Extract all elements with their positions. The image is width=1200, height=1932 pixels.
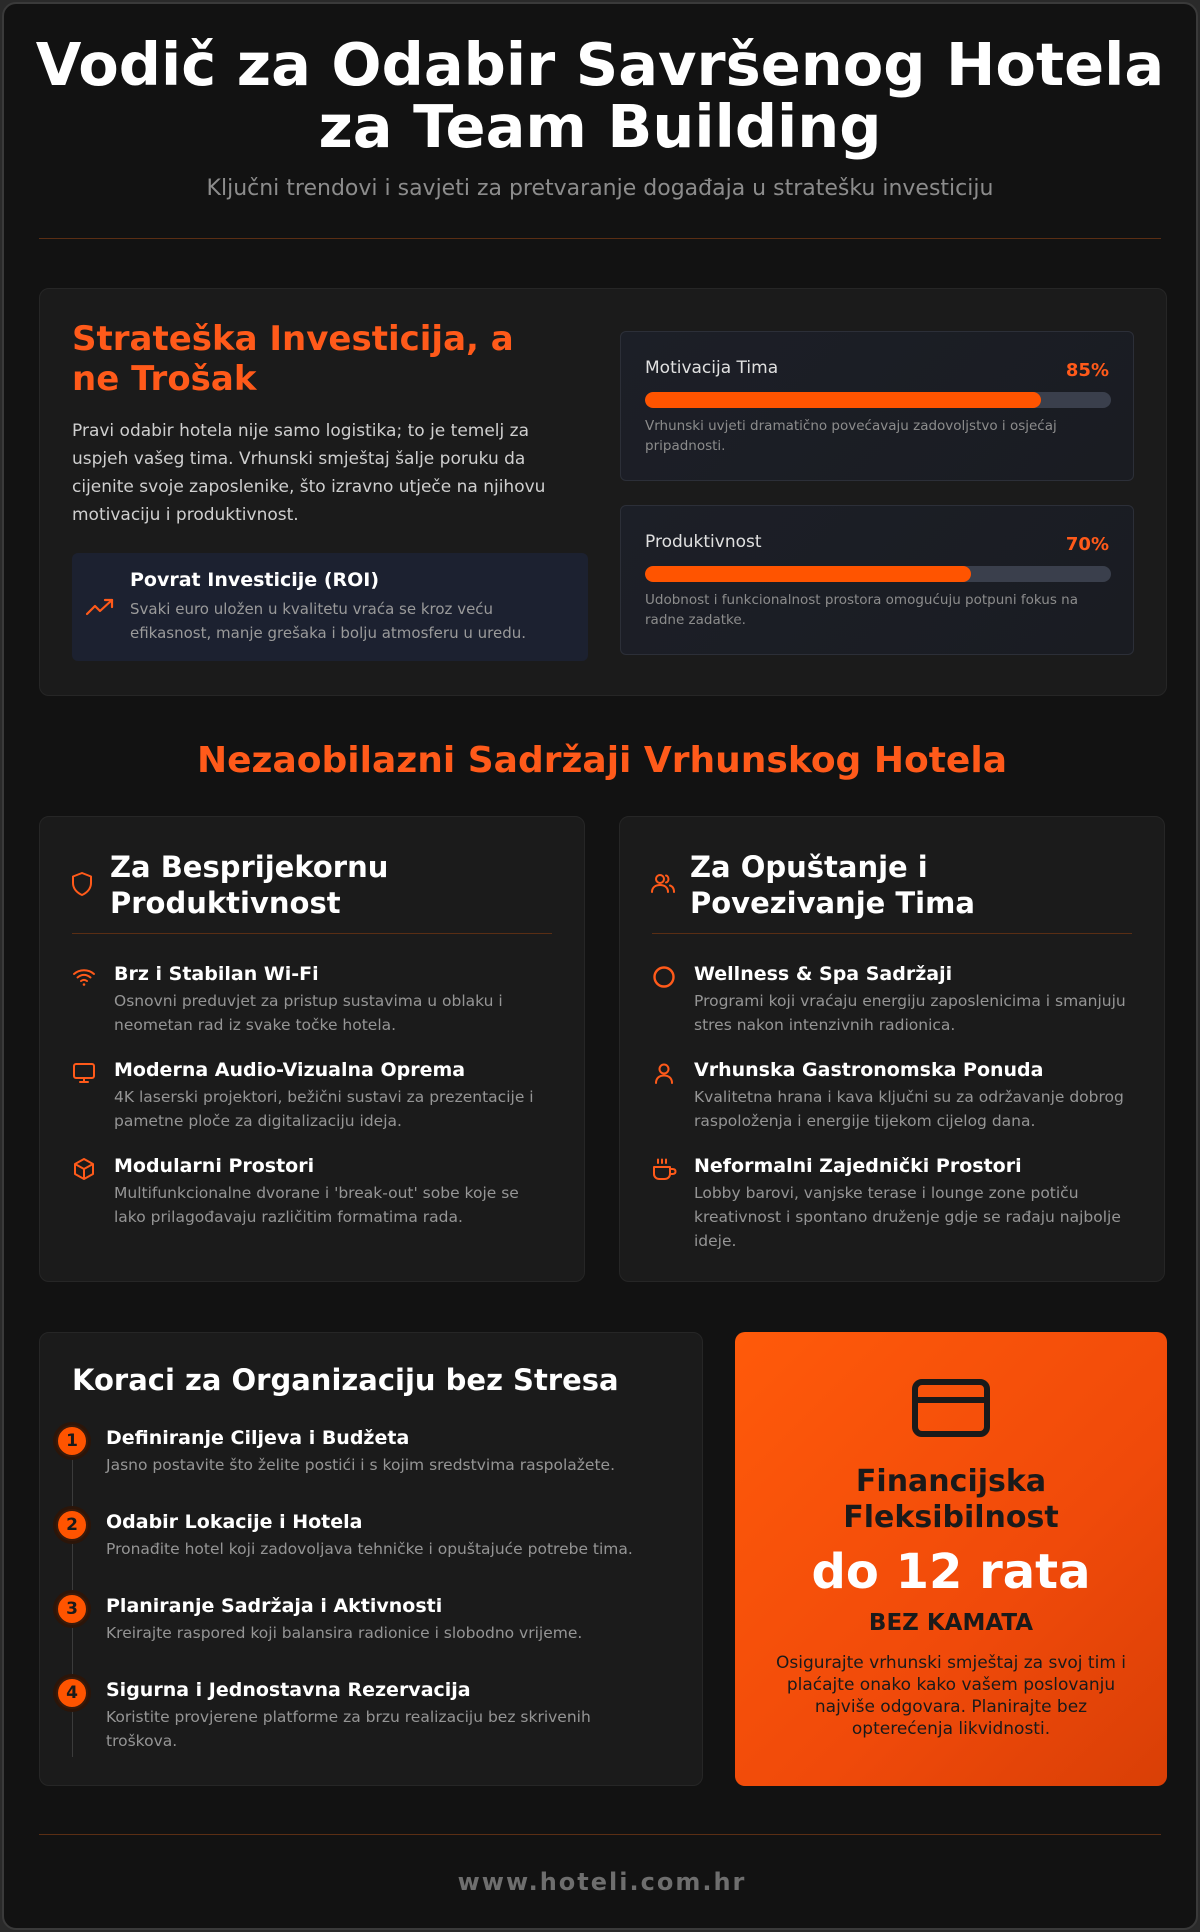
item-text: Osnovni preduvjet za pristup sustavima u oblaku i neometan rad iz svake točke hotela. (114, 992, 503, 1034)
stat-card-motivation (620, 331, 1134, 481)
footer-url[interactable]: www.hoteli.com.hr (457, 1868, 747, 1896)
item-title: Modularni Prostori (114, 1155, 315, 1177)
item-text: Programi koji vraćaju energiju zaposlenicima i smanjuju stres nakon intenzivnih radionica. (694, 992, 1126, 1034)
stat-description: Udobnost i funkcionalnost prostora omogućuju potpuni fokus na radne zadatke. (645, 592, 1079, 628)
step-number: 3 (56, 1593, 88, 1625)
page-title-line2: za Team Building (318, 92, 882, 161)
steps-title: Koraci za Organizaciju bez Stresa (72, 1363, 619, 1397)
step-title: Sigurna i Jednostavna Rezervacija (106, 1679, 471, 1701)
productivity-title: Za Besprijekornu Produktivnost (110, 850, 389, 920)
header-divider (39, 238, 1161, 239)
relax-title: Za Opuštanje i Povezivanje Tima (690, 850, 975, 920)
credit-card-icon (911, 1378, 991, 1438)
finance-installments: do 12 rata (811, 1544, 1091, 1600)
stat-value: 70% (1065, 534, 1109, 555)
step-text: Koristite provjerene platforme za brzu realizaciju bez skrivenih troškova. (106, 1708, 591, 1750)
circle-icon (652, 965, 676, 989)
user-icon (652, 1061, 676, 1085)
progress-bar-fill (645, 392, 1041, 408)
shield-icon (70, 871, 94, 897)
stat-description: Vrhunski uvjeti dramatično povećavaju zadovoljstvo i osjećaj pripadnosti. (645, 418, 1057, 454)
page-title-line1: Vodič za Odabir Savršenog Hotela (35, 30, 1165, 99)
page-title (4, 30, 1196, 161)
item-text: Kvalitetna hrana i kava ključni su za održavanje dobrog raspoloženja i energije tijekom cijelog dana. (694, 1088, 1124, 1130)
step-text: Kreirajte raspored koji balansira radionice i slobodno vrijeme. (106, 1624, 583, 1642)
item-text: 4K laserski projektori, bežični sustavi za prezentacije i pametne ploče za digitalizaciju ideja. (114, 1088, 534, 1130)
investment-card (39, 288, 1167, 696)
item-title: Vrhunska Gastronomska Ponuda (694, 1059, 1044, 1081)
step-text: Jasno postavite što želite postići i s kojim sredstvima raspolažete. (106, 1456, 616, 1474)
stat-label: Produktivnost (645, 532, 762, 552)
productivity-card (39, 816, 585, 1282)
investment-text: Pravi odabir hotela nije samo logistika; to je temelj za uspjeh vašeg tima. Vrhunski smještaj šalje poruku da cijenite svoje zaposlenike, što izravno utječe na njihovu motivaciju i produktivnost. (72, 421, 546, 525)
step-number: 2 (56, 1509, 88, 1541)
roi-box (72, 553, 588, 661)
step-number: 4 (56, 1677, 88, 1709)
relax-card (619, 816, 1165, 1282)
step-text: Pronađite hotel koji zadovoljava tehničke i opuštajuće potrebe tima. (106, 1540, 633, 1558)
item-title: Brz i Stabilan Wi-Fi (114, 963, 319, 985)
infographic-page (2, 2, 1198, 1930)
finance-card (735, 1332, 1167, 1786)
item-text: Lobby barovi, vanjske terase i lounge zone potiču kreativnost i spontano druženje gdje se rađaju najbolje ideje. (694, 1184, 1121, 1250)
roi-text: Svaki euro uložen u kvalitetu vraća se kroz veću efikasnost, manje grešaka i bolju atmosferu u uredu. (130, 600, 526, 642)
coffee-icon (652, 1157, 676, 1181)
item-title: Wellness & Spa Sadržaji (694, 963, 953, 985)
wifi-icon (72, 965, 96, 989)
finance-text: Osigurajte vrhunski smještaj za svoj tim i plaćajte onako kako vašem poslovanju najviše odgovara. Planirajte bez opterećenja likvidnosti. (775, 1653, 1127, 1739)
progress-bar-fill (645, 566, 971, 582)
finance-title: Financijska Fleksibilnost (843, 1464, 1059, 1535)
footer-divider (39, 1834, 1161, 1835)
steps-card (39, 1332, 703, 1786)
monitor-icon (72, 1061, 96, 1085)
step-title: Definiranje Ciljeva i Budžeta (106, 1427, 410, 1449)
stat-value: 85% (1065, 360, 1109, 381)
step-title: Planiranje Sadržaja i Aktivnosti (106, 1595, 443, 1617)
step-number: 1 (56, 1425, 88, 1457)
cube-icon (72, 1157, 96, 1181)
progress-bar (645, 566, 1111, 582)
progress-bar (645, 392, 1111, 408)
trending-up-icon (86, 597, 114, 617)
investment-title: Strateška Investicija, a ne Trošak (72, 319, 514, 399)
divider (72, 933, 552, 934)
step-title: Odabir Lokacije i Hotela (106, 1511, 363, 1533)
header (4, 4, 1196, 201)
item-title: Moderna Audio-Vizualna Oprema (114, 1059, 466, 1081)
item-text: Multifunkcionalne dvorane i 'break-out' sobe koje se lako prilagođavaju različitim formatima rada. (114, 1184, 519, 1226)
page-subtitle: Ključni trendovi i savjeti za pretvaranje događaja u stratešku investiciju (206, 176, 994, 201)
divider (652, 933, 1132, 934)
finance-no-interest: BEZ KAMATA (868, 1610, 1034, 1636)
roi-title: Povrat Investicije (ROI) (130, 569, 380, 591)
stat-card-productivity (620, 505, 1134, 655)
amenities-heading: Nezaobilazni Sadržaji Vrhunskog Hotela (197, 740, 1007, 781)
stat-label: Motivacija Tima (645, 358, 779, 378)
item-title: Neformalni Zajednički Prostori (694, 1155, 1022, 1177)
users-icon (650, 871, 674, 897)
